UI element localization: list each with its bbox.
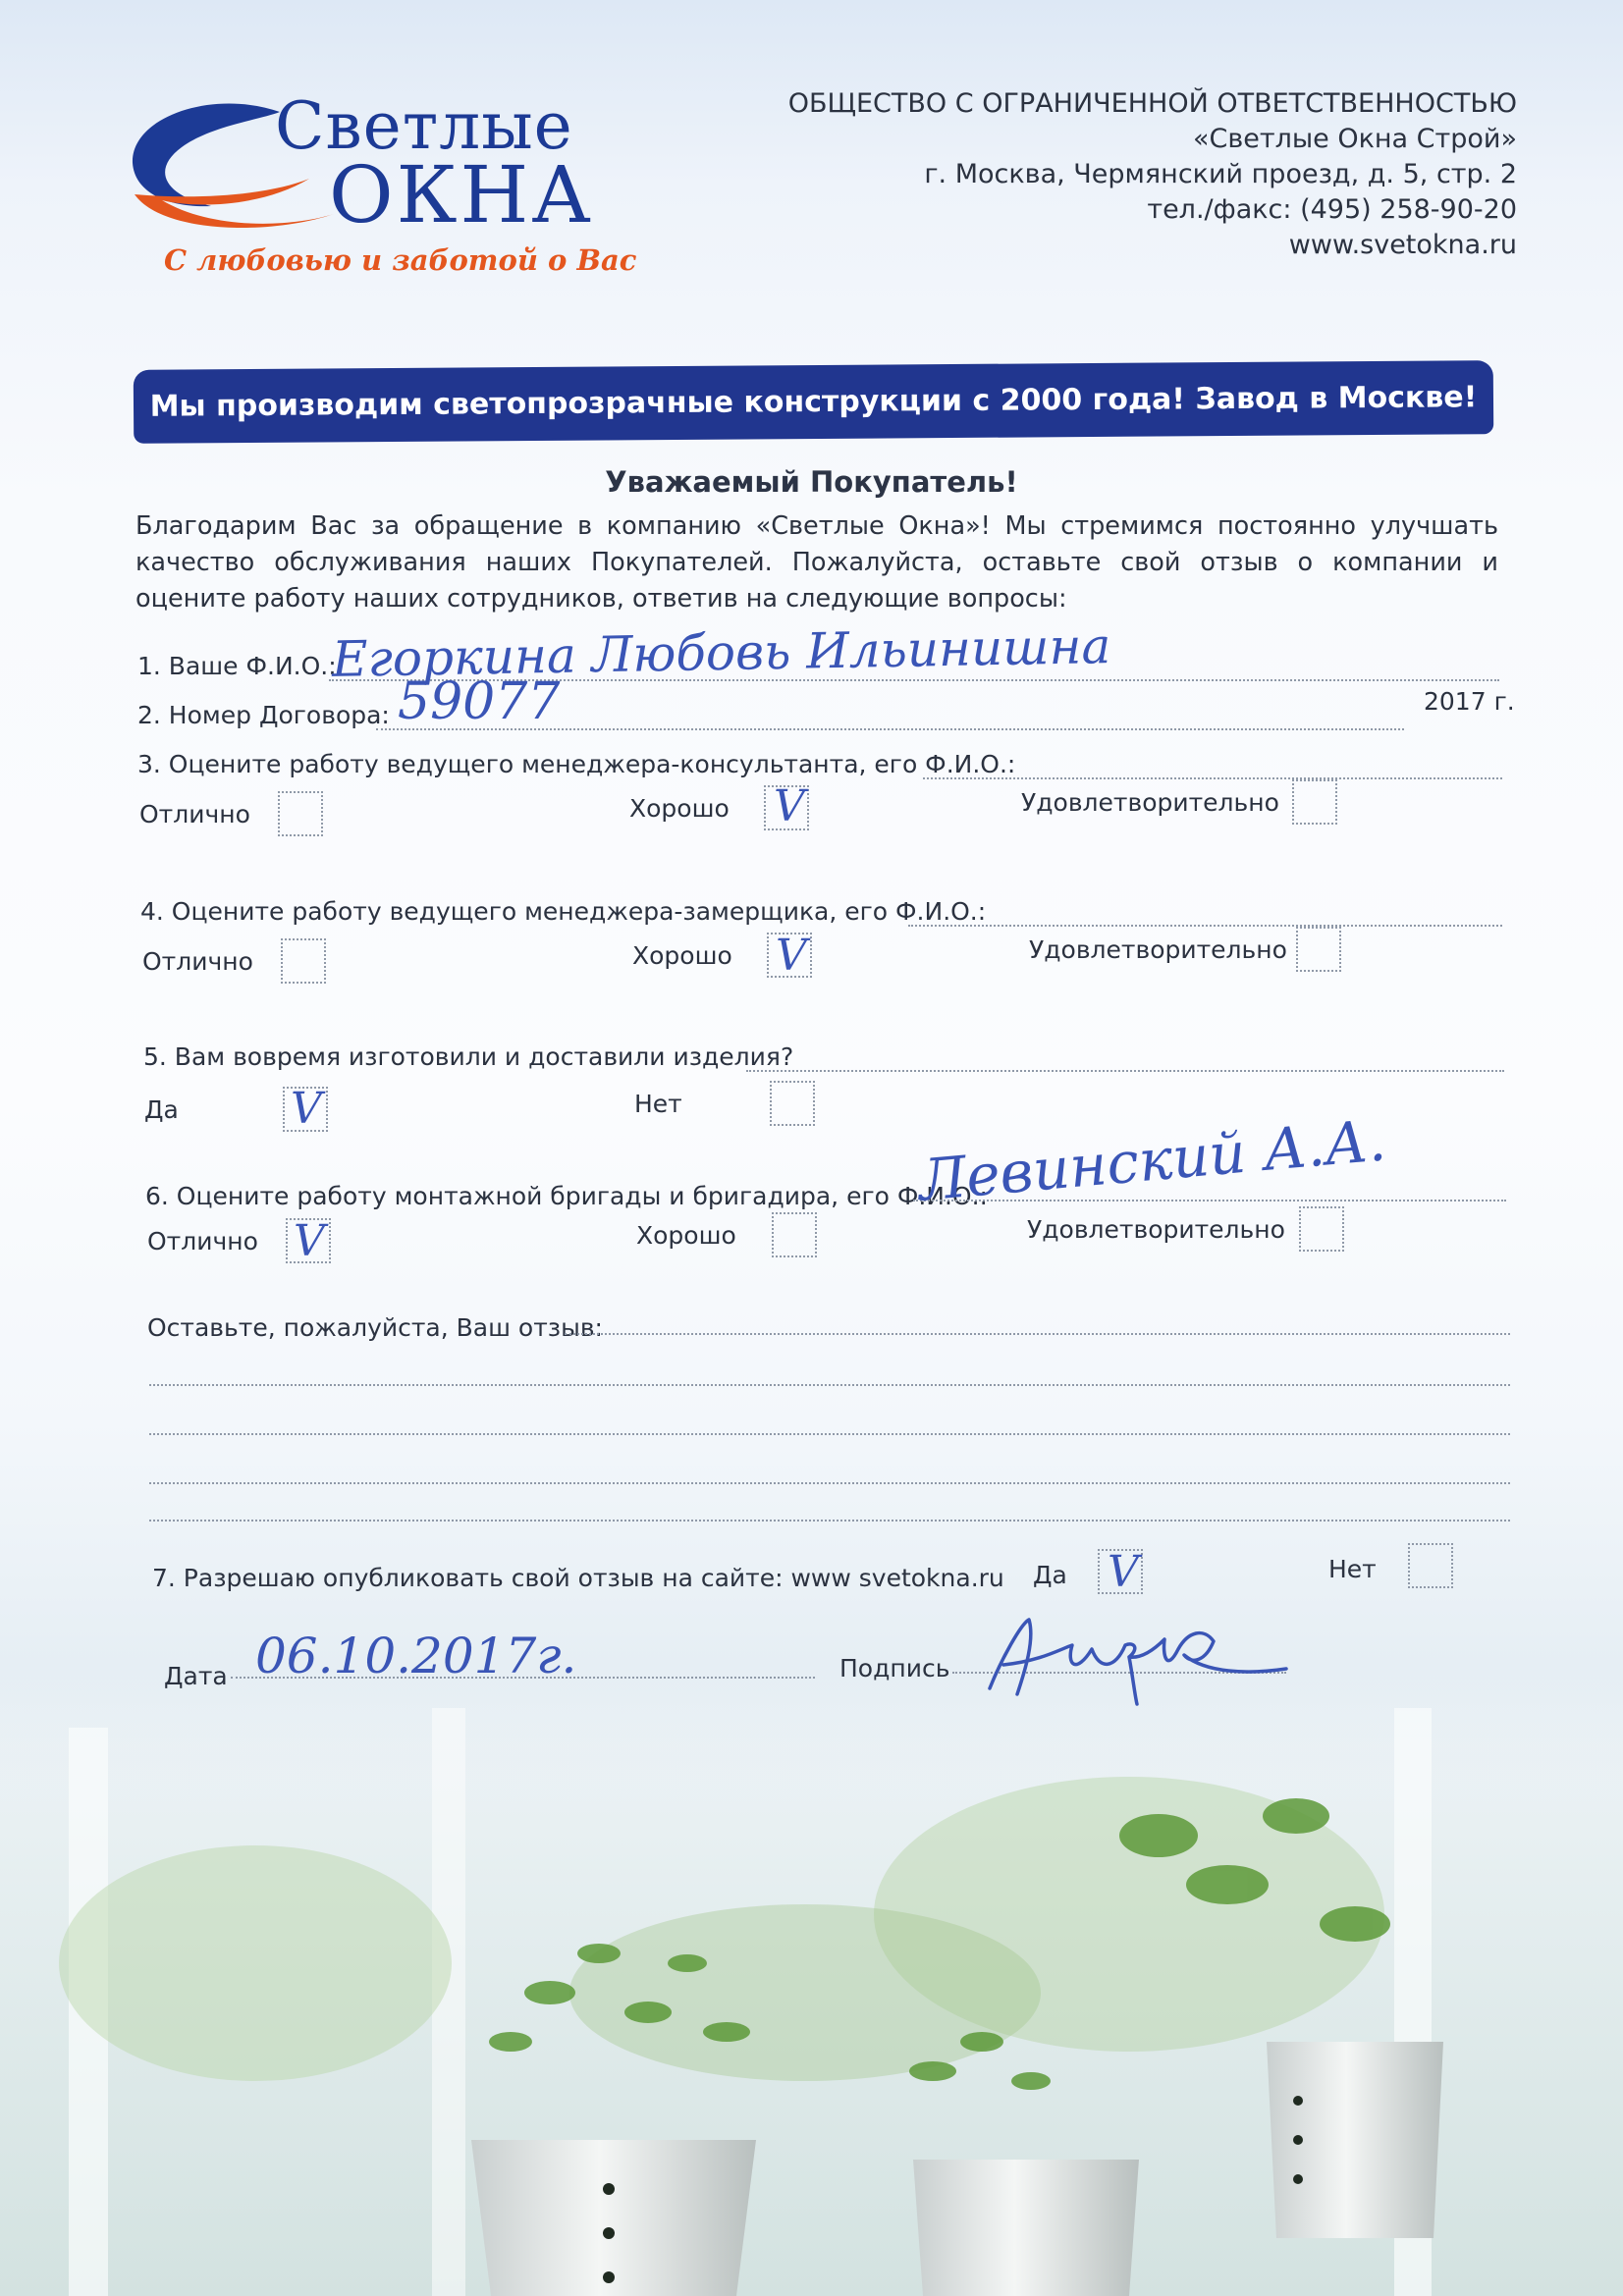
q2-year: 2017 г. xyxy=(1424,687,1515,716)
q3-checkbox-excellent[interactable] xyxy=(278,791,323,836)
q4-option-good: Хорошо xyxy=(632,941,732,970)
logo-bottom-word: ОКНА xyxy=(329,149,594,240)
logo-top-word: Светлые xyxy=(275,88,573,164)
q1-label: 1. Ваше Ф.И.О.: xyxy=(137,652,337,680)
signature-label: Подпись xyxy=(839,1654,950,1682)
feedback-line-5[interactable] xyxy=(149,1520,1510,1522)
q4-checkbox-satisfactory[interactable] xyxy=(1296,927,1341,972)
q5-option-no: Нет xyxy=(634,1090,682,1118)
q4-option-excellent: Отлично xyxy=(142,947,253,976)
q7-option-no: Нет xyxy=(1328,1555,1377,1583)
date-label: Дата xyxy=(164,1662,228,1690)
feedback-line-1[interactable] xyxy=(565,1333,1510,1335)
q2-label: 2. Номер Договора: xyxy=(137,701,390,729)
q6-check-mark: V xyxy=(294,1216,325,1266)
q6-checkbox-satisfactory[interactable] xyxy=(1299,1206,1344,1252)
q5-checkbox-no[interactable] xyxy=(770,1081,815,1126)
q5-label: 5. Вам вовремя изготовили и доставили изделия? xyxy=(143,1042,794,1071)
company-logo xyxy=(123,88,637,285)
q7-checkbox-no[interactable] xyxy=(1408,1543,1453,1588)
q6-checkbox-good[interactable] xyxy=(772,1212,817,1257)
q1-handwritten-answer[interactable]: Егоркина Любовь Ильинишна xyxy=(331,617,1111,688)
q3-option-satisfactory: Удовлетворительно xyxy=(1021,788,1279,817)
feedback-line-4[interactable] xyxy=(149,1482,1510,1484)
plants-background-photo xyxy=(0,1669,1623,2296)
q4-label: 4. Оцените работу ведущего менеджера-замерщика, его Ф.И.О.: xyxy=(140,897,987,926)
logo-slogan: С любовью и заботой о Вас xyxy=(164,243,637,277)
q4-option-satisfactory: Удовлетворительно xyxy=(1029,935,1287,964)
q6-handwritten-answer[interactable]: Левинский А.А. xyxy=(915,1106,1389,1214)
intro-paragraph: Благодарим Вас за обращение в компанию «Светлые Окна»! Мы стремимся постоянно улучшать качество обслуживания наших Покупателей. Пожалуйста, оставьте свой отзыв о компании и оцените работу наших сотрудников, ответив на следующие вопросы: xyxy=(135,511,1498,614)
q4-checkbox-excellent[interactable] xyxy=(281,938,326,984)
handwritten-signature[interactable] xyxy=(982,1610,1306,1708)
company-address: г. Москва, Чермянский проезд, д. 5, стр. 2 xyxy=(924,159,1517,189)
q3-checkbox-satisfactory[interactable] xyxy=(1292,779,1337,825)
q7-check-mark: V xyxy=(1108,1547,1139,1597)
company-name: «Светлые Окна Строй» xyxy=(1192,124,1517,154)
q6-option-satisfactory: Удовлетворительно xyxy=(1027,1215,1285,1244)
q3-label: 3. Оцените работу ведущего менеджера-консультанта, его Ф.И.О.: xyxy=(137,750,1016,778)
q2-handwritten-answer[interactable]: 59077 xyxy=(398,672,561,731)
company-legal-form: ОБЩЕСТВО С ОГРАНИЧЕННОЙ ОТВЕТСТВЕННОСТЬЮ xyxy=(787,88,1517,119)
company-website[interactable]: www.svetokna.ru xyxy=(1288,230,1517,260)
q6-label: 6. Оцените работу монтажной бригады и бригадира, его Ф.И.О.: xyxy=(145,1182,988,1210)
q4-check-mark: V xyxy=(776,931,807,981)
feedback-label: Оставьте, пожалуйста, Ваш отзыв: xyxy=(147,1313,603,1342)
q5-check-mark: V xyxy=(291,1084,322,1134)
q6-option-good: Хорошо xyxy=(636,1221,736,1250)
q3-option-good: Хорошо xyxy=(629,794,730,823)
date-handwritten-value[interactable]: 06.10.2017г. xyxy=(255,1628,577,1684)
headline-banner: Мы производим светопрозрачные конструкции с 2000 года! Завод в Москве! xyxy=(134,360,1493,444)
greeting-heading: Уважаемый Покупатель! xyxy=(605,465,1018,499)
q3-check-mark: V xyxy=(774,781,805,831)
q7-option-yes: Да xyxy=(1033,1561,1067,1589)
company-phone: тел./факс: (495) 258-90-20 xyxy=(1147,194,1517,225)
company-details xyxy=(788,86,1517,263)
q3-line xyxy=(923,777,1502,779)
feedback-line-3[interactable] xyxy=(149,1433,1510,1435)
q6-option-excellent: Отлично xyxy=(147,1227,258,1255)
q5-option-yes: Да xyxy=(144,1095,179,1124)
q7-label: 7. Разрешаю опубликовать свой отзыв на сайте: www svetokna.ru xyxy=(152,1564,1004,1592)
feedback-line-2[interactable] xyxy=(149,1384,1510,1386)
q5-line xyxy=(746,1070,1504,1072)
q4-line xyxy=(908,925,1502,927)
q3-option-excellent: Отлично xyxy=(139,800,250,828)
